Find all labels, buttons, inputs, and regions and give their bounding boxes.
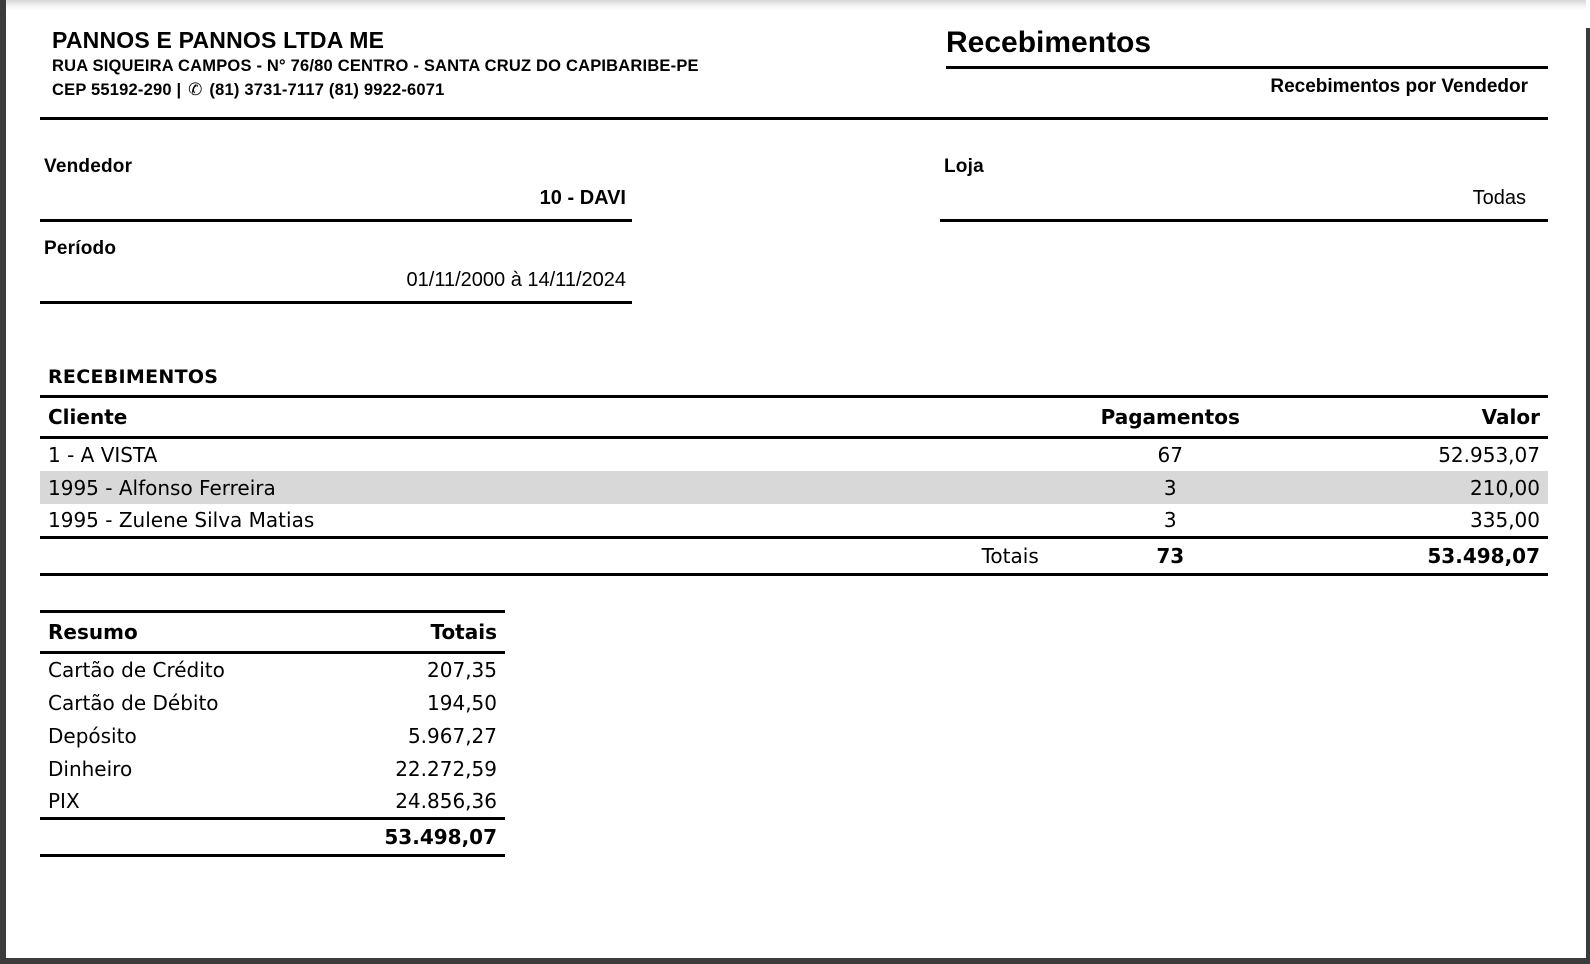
company-cep: CEP 55192-290 (52, 80, 172, 99)
recebimentos-header-row (40, 397, 1548, 438)
contact-separator: | (176, 80, 182, 99)
vendedor-label: Vendedor (44, 156, 133, 178)
viewer-right-edge (1586, 28, 1590, 964)
resumo-row (40, 785, 505, 819)
filter-periodo (40, 238, 632, 304)
column-header-resumo: Resumo (40, 612, 319, 653)
metodo-cell: Cartão de Crédito (48, 658, 225, 683)
recebimentos-section-title: RECEBIMENTOS (48, 366, 219, 389)
filter-vendedor (40, 156, 632, 222)
report-page (6, 0, 1586, 958)
metodo-cell: Depósito (48, 723, 137, 748)
valor-cell: 335,00 (1276, 504, 1548, 538)
metodo-cell: Dinheiro (48, 756, 133, 781)
total-cell: 207,35 (427, 658, 497, 683)
metodo-cell: Cartão de Débito (48, 690, 219, 715)
viewer-bottom-edge (0, 958, 1590, 964)
pagamentos-cell: 3 (1163, 475, 1177, 500)
column-header-pagamentos: Pagamentos (1065, 397, 1276, 438)
column-header-totais: Totais (319, 612, 505, 653)
company-contact (52, 78, 699, 102)
table-row[interactable] (40, 438, 1548, 472)
total-cell: 22.272,59 (395, 756, 497, 781)
report-subtitle: Recebimentos por Vendedor (1270, 76, 1528, 97)
table-row[interactable] (40, 471, 1548, 504)
cliente-cell: 1 - A VISTA (48, 443, 158, 468)
totals-label: Totais (40, 538, 1065, 575)
resumo-grand-total: 53.498,07 (319, 819, 505, 856)
pagamentos-cell: 67 (1157, 443, 1183, 468)
loja-value: Todas (940, 178, 1548, 222)
valor-cell: 52.953,07 (1438, 443, 1540, 468)
loja-label: Loja (944, 156, 984, 178)
company-block (52, 26, 699, 101)
table-row[interactable] (40, 504, 1548, 538)
periodo-value: 01/11/2000 à 14/11/2024 (40, 260, 632, 304)
vendedor-value: 10 - DAVI (40, 178, 632, 222)
resumo-header-row (40, 612, 505, 653)
filters-left-column (40, 156, 632, 320)
resumo-row (40, 752, 505, 785)
report-header (40, 0, 1548, 101)
resumo-row (40, 686, 505, 719)
resumo-row (40, 653, 505, 687)
cliente-cell: 1995 - Zulene Silva Matias (40, 504, 1065, 538)
metodo-cell: PIX (48, 789, 80, 814)
resumo-total-spacer (40, 819, 319, 856)
resumo-table (40, 610, 505, 857)
pagamentos-cell: 3 (1065, 504, 1276, 538)
filters-right-column (940, 156, 1548, 320)
totals-valor: 53.498,07 (1276, 538, 1548, 575)
filter-loja (940, 156, 1548, 222)
resumo-section (40, 610, 505, 857)
resumo-row (40, 719, 505, 752)
company-address: RUA SIQUEIRA CAMPOS - N° 76/80 CENTRO - SANTA CRUZ DO CAPIBARIBE-PE (52, 56, 699, 75)
title-block (946, 26, 1548, 98)
report-title: Recebimentos (946, 26, 1548, 69)
company-phones: (81) 3731-7117 (81) 9922-6071 (209, 80, 445, 99)
recebimentos-table (40, 395, 1548, 576)
total-cell: 24.856,36 (395, 789, 497, 814)
total-cell: 5.967,27 (407, 723, 497, 748)
cliente-cell: 1995 - Alfonso Ferreira (48, 475, 276, 500)
resumo-total-row (40, 819, 505, 856)
column-header-valor: Valor (1276, 397, 1548, 438)
phone-icon: ✆ (188, 79, 203, 99)
periodo-label: Período (44, 238, 117, 260)
filters-block (40, 156, 1548, 320)
totals-pagamentos: 73 (1065, 538, 1276, 575)
total-cell: 194,50 (427, 690, 497, 715)
valor-cell: 210,00 (1470, 475, 1540, 500)
column-header-cliente: Cliente (40, 397, 1065, 438)
recebimentos-section (40, 366, 1548, 576)
totals-row (40, 538, 1548, 575)
company-name: PANNOS E PANNOS LTDA ME (52, 27, 385, 53)
header-divider (40, 117, 1548, 120)
